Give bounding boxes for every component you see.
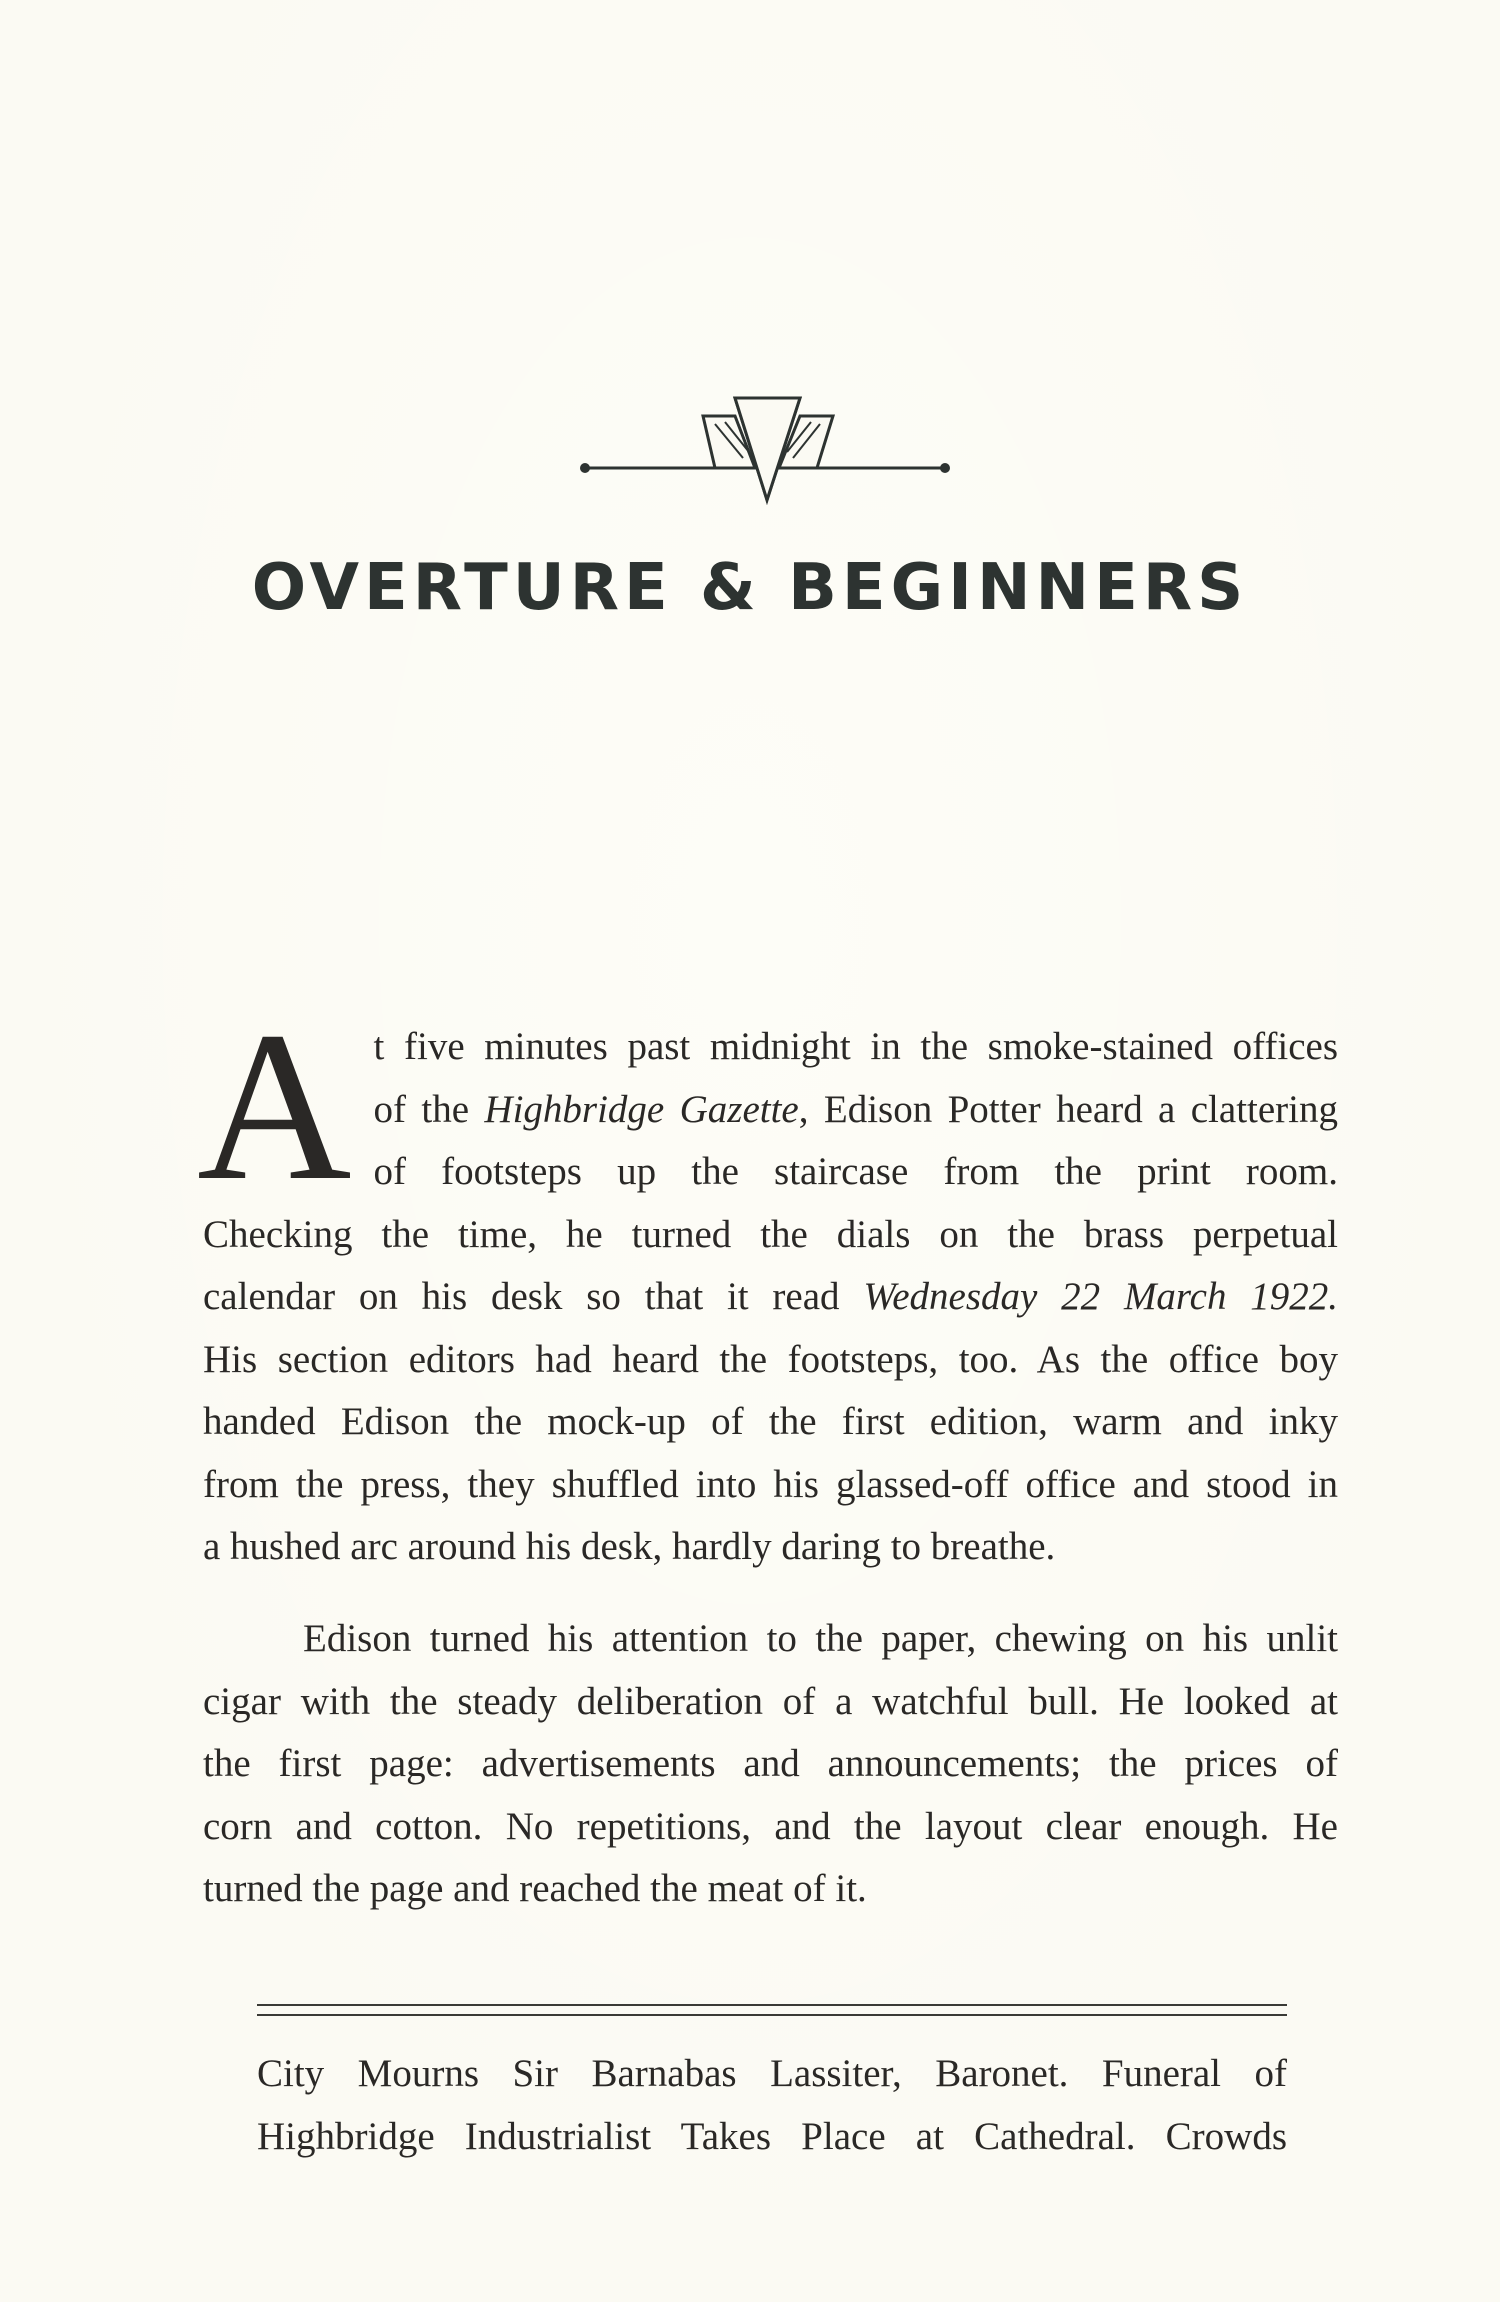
paragraph-line: His section editors had heard the footsteps, too. As the office boy bbox=[203, 1337, 1338, 1381]
rule-line bbox=[257, 2014, 1287, 2016]
rule-line bbox=[257, 2004, 1287, 2006]
text-run: , Edison Potter heard a clattering bbox=[798, 1087, 1338, 1131]
opening-paragraph bbox=[197, 988, 1339, 1579]
paragraph-line: corn and cotton. No repetitions, and the layout clear enough. He bbox=[203, 1804, 1338, 1848]
paragraph-line: from the press, they shuffled into his glassed-off office and stood in bbox=[203, 1462, 1338, 1506]
art-deco-ornament-icon bbox=[565, 390, 965, 505]
paragraph-line: Checking the time, he turned the dials on the brass perpetual bbox=[203, 1212, 1338, 1256]
paragraph-line: Edison turned his attention to the paper, chewing on his unlit bbox=[303, 1617, 1338, 1660]
second-paragraph bbox=[203, 1608, 1338, 1921]
paragraph-line: cigar with the steady deliberation of a watchful bull. He looked at bbox=[203, 1679, 1338, 1723]
paragraph-line: a hushed arc around his desk, hardly daring to breathe. bbox=[203, 1525, 1056, 1568]
paragraph-line: turned the page and reached the meat of it. bbox=[203, 1867, 867, 1910]
headline-line: Highbridge Industrialist Takes Place at Cathedral. Crowds bbox=[257, 2114, 1287, 2158]
newspaper-name: Highbridge Gazette bbox=[484, 1087, 799, 1131]
headline-line: City Mourns Sir Barnabas Lassiter, Baronet. Funeral of bbox=[257, 2052, 1287, 2095]
double-rule-divider bbox=[257, 2004, 1287, 2024]
paragraph-line: handed Edison the mock-up of the first edition, warm and inky bbox=[203, 1400, 1338, 1443]
paragraph-line: of footsteps up the staircase from the print room. bbox=[373, 1150, 1338, 1193]
chapter-title: OVERTURE & BEGINNERS bbox=[251, 551, 1249, 625]
paragraph-line bbox=[203, 1079, 1338, 1142]
paragraph-line: the first page: advertisements and announcements; the prices of bbox=[203, 1742, 1338, 1785]
newspaper-headline bbox=[257, 2043, 1287, 2168]
text-run: of the bbox=[373, 1087, 485, 1131]
paragraph-line bbox=[203, 1266, 1338, 1329]
calendar-date: Wednesday 22 March 1922. bbox=[863, 1275, 1339, 1318]
text-run: calendar on his desk so that it read bbox=[203, 1275, 864, 1318]
drop-cap: A bbox=[197, 988, 352, 1225]
paragraph-line: t five minutes past midnight in the smoke-stained offices bbox=[373, 1025, 1338, 1068]
